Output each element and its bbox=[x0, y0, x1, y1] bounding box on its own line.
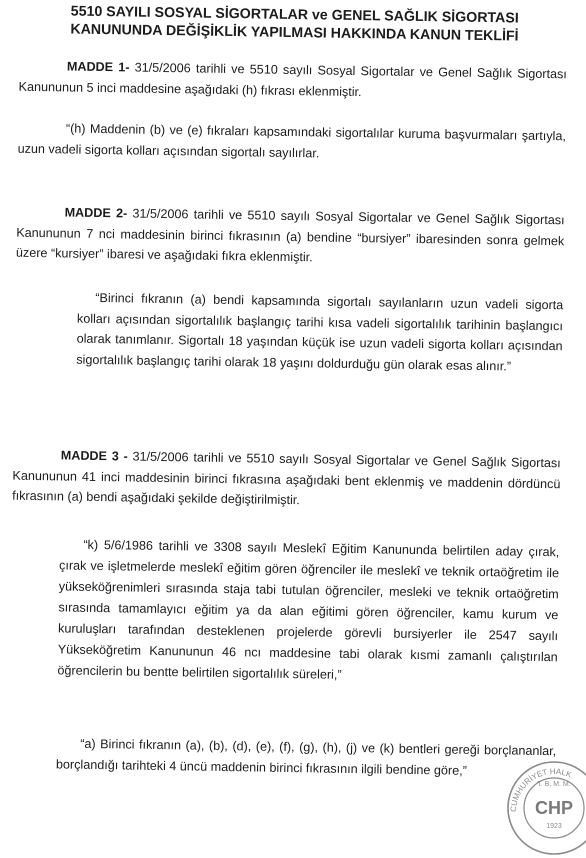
title-line-1: 5510 SAYILI SOSYAL SİGORTALAR ve GENEL SAĞLIK SİGORTASI bbox=[70, 3, 519, 27]
stamp-logo-text: CHP bbox=[534, 798, 574, 818]
madde-3-text: 31/5/2006 tarihli ve 5510 sayılı Sosyal Sigortalar ve Genel Sağlık Sigortası Kanununun 41 inci maddesinin birinci fıkrasına aşağıdaki bent eklenmiş ve maddenin dördüncü fıkrasının (a) bendi aşağıdaki şekilde değiştirilmiştir. bbox=[12, 449, 561, 508]
stamp-outer-text: CUMHURİYET HALK bbox=[508, 766, 573, 813]
madde-2-paragraph bbox=[16, 202, 565, 272]
stamp-year-text: 1923 bbox=[546, 823, 562, 830]
madde-3-label: MADDE 3 - bbox=[60, 448, 128, 464]
madde-1-quote: “(h) Maddenin (b) ve (e) fıkraları kapsamındaki sigortalılar kuruma başvurmaları şartıyla, uzun vadeli sigorta kolları açısından sigortalı sayılırlar. bbox=[17, 121, 567, 160]
chp-stamp bbox=[504, 758, 586, 858]
document-title bbox=[59, 2, 530, 45]
title-line-2: KANUNUNDA DEĞİŞİKLİK YAPILMASI HAKKINDA KANUN TEKLİFİ bbox=[70, 21, 519, 45]
madde-3-quote-a: “a) Birinci fıkranın (a), (b), (d), (e), (f), (g), (h), (j) ve (k) bentleri gereği borçlananlar, borçlandığı tarihteki 4 üncü maddenin birinci fıkrasının ilgili bendine göre,” bbox=[55, 736, 557, 778]
madde-3-quote-k: “k) 5/6/1986 tarihli ve 3308 sayılı Meslekî Eğitim Kanununda belirtilen aday çırak, çırak ve işletmelerde meslekî eğitim gören öğrenciler ile meslekî ve teknik ortaöğretim ile yükseköğrenimleri sırasında staja tabi tutulan öğrenciler, mesleki ve teknik ortaöğretim sırasında tamamlayıcı eğitim ya da alan eğitimi gören öğrenciler, kamu kurum ve kuruluşları tarafından desteklenen projelerde görevli bursiyerler ile 2547 sayılı Yükseköğretim Kanununun 46 ncı maddesine tabi olarak kısmi zamanlı çalıştırılan öğrencilerin bu bentte belirtilen sigortalılık süreleri,” bbox=[57, 537, 560, 682]
stamp-top-text: T. B. M. M. bbox=[537, 781, 571, 788]
madde-2-quote: “Birinci fıkranın (a) bendi kapsamında sigortalı sayılanların uzun vadeli sigorta kolları açısından sigortalılık başlangıç tarihi kısa vadeli sigortalılık tarihinin başlangıcı olarak tanımlanır. Sigortalı 18 yaşından küçük ise uzun vadeli sigorta kolları açısından sigortalılık başlangıç tarihi olarak 18 yaşını doldurduğu gün olarak esas alınır.” bbox=[76, 290, 564, 373]
madde-1-paragraph bbox=[18, 56, 567, 106]
madde-2-text: 31/5/2006 tarihli ve 5510 sayılı Sosyal Sigortalar ve Genel Sağlık Sigortası Kanununun 7 nci maddesinin birinci fıkrasının (a) bendine “bursiyer” ibaresinden sonra gelmek üzere “kursiyer” ibaresi ve aşağıdaki fıkra eklenmiştir. bbox=[15, 206, 565, 265]
madde-1-text: 31/5/2006 tarihli ve 5510 sayılı Sosyal Sigortalar ve Genel Sağlık Sigortası Kanununun 5 inci maddesine aşağıdaki (h) fıkrası eklenmiştir. bbox=[18, 60, 567, 99]
madde-1-label: MADDE 1- bbox=[66, 59, 130, 75]
madde-3-paragraph bbox=[12, 445, 561, 515]
madde-2-label: MADDE 2- bbox=[64, 205, 128, 221]
